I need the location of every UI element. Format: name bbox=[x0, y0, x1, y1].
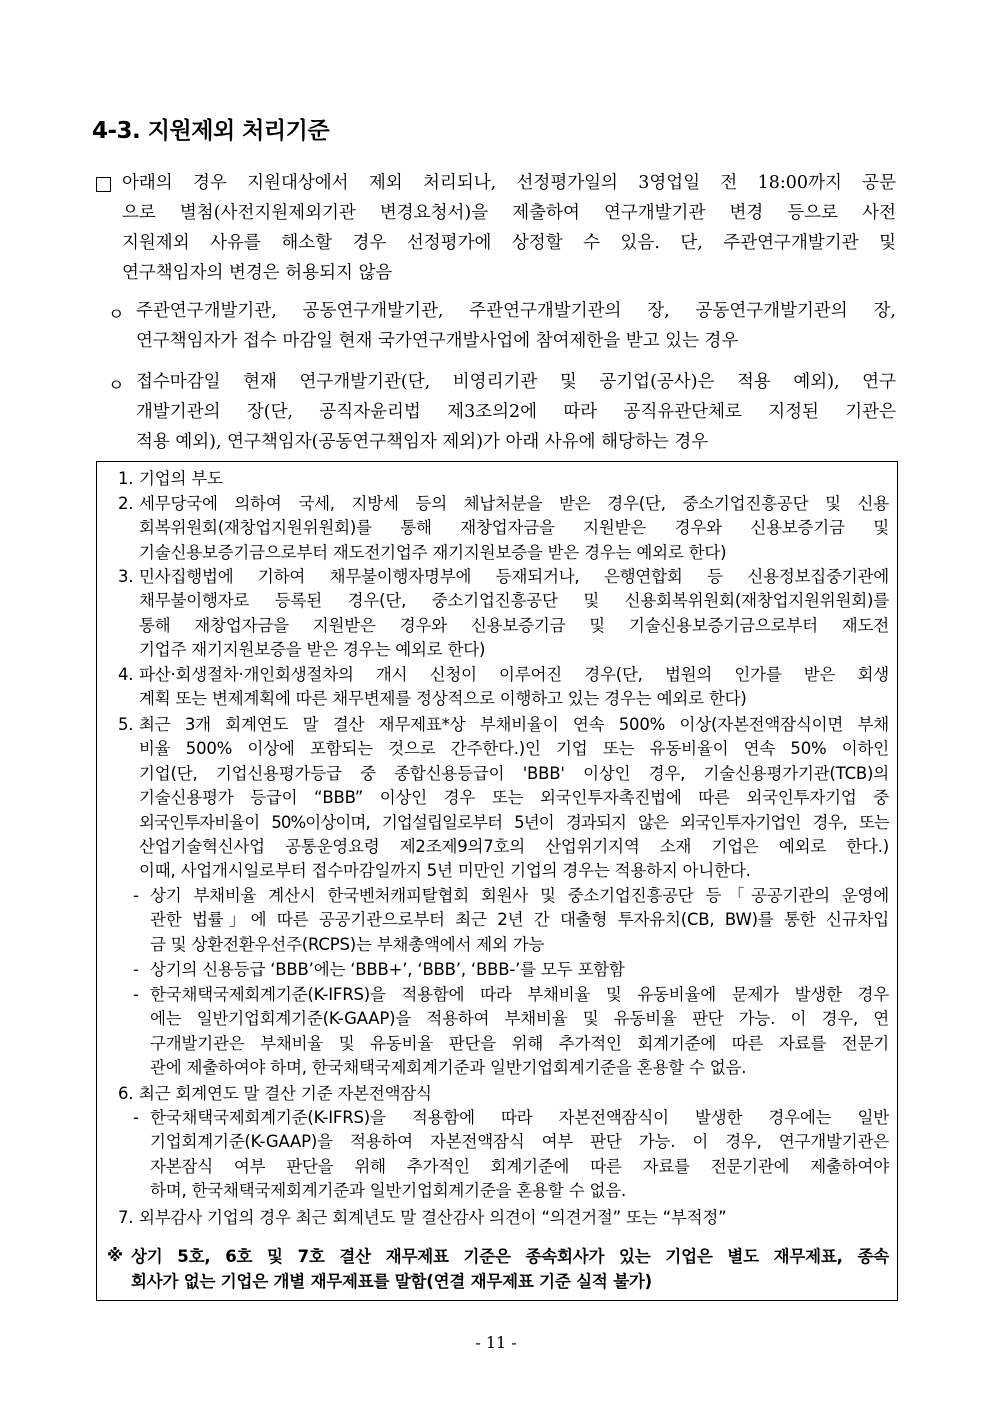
sub-item bbox=[150, 983, 889, 1081]
bullet-line: 연구책임자가 접수 마감일 현재 국가연구개발사업에 참여제한을 받고 있는 경우 bbox=[136, 331, 739, 351]
sub-item-line: 관에 제출하여야 하며, 한국채택국제회계기준과 일반기업회계기준을 혼용할 수 없음. bbox=[150, 1058, 747, 1078]
sub-item bbox=[150, 1106, 889, 1204]
item-number: 5. bbox=[118, 715, 134, 734]
square-bullet-icon bbox=[96, 177, 111, 192]
item-number: 3. bbox=[118, 567, 134, 586]
item-line: 기업의 부도 bbox=[139, 469, 223, 488]
sub-item-line: 에는 일반기업회계기준(K-GAAP)을 적용하여 부채비율 및 유동비율 판단 가능. 이 경우, 연 bbox=[150, 1009, 889, 1029]
section-title: 4-3. 지원제외 처리기준 bbox=[92, 118, 330, 144]
intro-line: 연구책임자의 변경은 허용되지 않음 bbox=[122, 263, 393, 283]
circle-bullet-icon: ㅇ bbox=[108, 376, 125, 396]
sub-item-line: 한국채택국제회계기준(K-IFRS)을 적용함에 따라 부채비율 및 유동비율에 문제가 발생한 경우 bbox=[150, 985, 889, 1004]
bullet-paragraph bbox=[136, 296, 896, 356]
dash-bullet: - bbox=[133, 1108, 139, 1127]
item-number: 6. bbox=[118, 1084, 134, 1103]
item-line: 비율 500% 이상에 포함되는 것으로 간주한다.)인 기업 또는 유동비율이 연속 50% 이하인 bbox=[139, 739, 889, 759]
reference-mark-icon: ※ bbox=[107, 1246, 123, 1265]
item-line: 외부감사 기업의 경우 최근 회계년도 말 결산감사 의견이 “의견거절” 또는 “부적정” bbox=[139, 1208, 727, 1227]
sub-item bbox=[150, 884, 889, 957]
intro-line: 으로 별첨(사전지원제외기관 변경요청서)을 제출하여 연구개발기관 변경 등으로 사전 bbox=[122, 203, 896, 223]
sub-item bbox=[150, 958, 889, 982]
item-line: 통해 재창업자금을 지원받은 경우와 신용보증기금 및 기술신용보증기금으로부터 재도전 bbox=[139, 615, 889, 635]
dash-bullet: - bbox=[133, 985, 139, 1004]
item-line: 기업주 재기지원보증을 받은 경우는 예외로 한다) bbox=[139, 640, 486, 660]
sub-item-line: 금 및 상환전환우선주(RCPS)는 부채총액에서 제외 가능 bbox=[150, 934, 545, 954]
criteria-item bbox=[139, 663, 889, 712]
sub-item-line: 구개발기관은 부채비율 및 유동비율 판단을 위해 추가적인 회계기준에 따른 자료를 전문기 bbox=[150, 1033, 889, 1053]
criteria-item bbox=[139, 1206, 889, 1230]
bullet-line: 개발기관의 장(단, 공직자윤리법 제3조의2에 따라 공직유관단체로 지정된 기관은 bbox=[136, 402, 896, 422]
item-line: 외국인투자비율이 50%이상이며, 기업설립일로부터 5년이 경과되지 않은 외국인투자기업인 경우, 또는 bbox=[139, 812, 889, 832]
sub-item-line: 상기 부채비율 계산시 한국벤처캐피탈협회 회원사 및 중소기업진흥공단 등「공공기관의 운영에 bbox=[150, 886, 889, 905]
circle-bullet-icon: ㅇ bbox=[108, 305, 125, 325]
sub-item-line: 자본잠식 여부 판단을 위해 추가적인 회계기준에 따른 자료를 전문기관에 제출하여야 bbox=[150, 1156, 889, 1176]
criteria-item bbox=[139, 492, 889, 565]
sub-item-line: 한국채택국제회계기준(K-IFRS)을 적용함에 따라 자본전액잠식이 발생한 경우에는 일반 bbox=[150, 1108, 889, 1127]
intro-line: 지원제외 사유를 해소할 경우 선정평가에 상정할 수 있음. 단, 주관연구개발기관 및 bbox=[122, 233, 896, 253]
item-number: 4. bbox=[118, 665, 134, 684]
item-line: 산업기술혁신사업 공통운영요령 제2조제9의7호의 산업위기지역 소재 기업은 예외로 한다.) bbox=[139, 837, 889, 857]
page-number: - 11 - bbox=[475, 1333, 517, 1352]
sub-item-line: 하며, 한국채택국제회계기준과 일반기업회계기준을 혼용할 수 없음. bbox=[150, 1181, 627, 1201]
bullet-line: 접수마감일 현재 연구개발기관(단, 비영리기관 및 공기업(공사)은 적용 예외), 연구 bbox=[136, 372, 896, 392]
dash-bullet: - bbox=[133, 960, 139, 979]
intro-line: 아래의 경우 지원대상에서 제외 처리되나, 선정평가일의 3영업일 전 18:00까지 공문 bbox=[122, 173, 896, 193]
note-line: 회사가 없는 기업은 개별 재무제표를 말함(연결 재무제표 기준 실적 불가) bbox=[131, 1272, 653, 1291]
item-line: 이때, 사업개시일로부터 접수마감일까지 5년 미만인 기업의 경우는 적용하지 아니한다. bbox=[139, 861, 751, 881]
bullet-paragraph bbox=[136, 367, 896, 457]
item-line: 기술신용보증기금으로부터 재도전기업주 재기지원보증을 받은 경우는 예외로 한다) bbox=[139, 542, 727, 562]
criteria-item bbox=[139, 1082, 889, 1106]
item-line: 기술신용평가 등급이 “BBB” 이상인 경우 또는 외국인투자촉진법에 따른 외국인투자기업 중 bbox=[139, 788, 889, 808]
sub-item-line: 기업회계기준(K-GAAP)을 적용하여 자본전액잠식 여부 판단 가능. 이 경우, 연구개발기관은 bbox=[150, 1132, 889, 1152]
item-line: 기업(단, 기업신용평가등급 중 종합신용등급이 'BBB' 이상인 경우, 기술신용평가기관(TCB)의 bbox=[139, 763, 889, 783]
item-line: 파산·회생절차·개인회생절차의 개시 신청이 이루어진 경우(단, 법원의 인가를 받은 회생 bbox=[139, 665, 889, 684]
dash-bullet: - bbox=[133, 886, 139, 905]
item-line: 회복위원회(재창업지원위원회)를 통해 재창업자금을 지원받은 경우와 신용보증기금 및 bbox=[139, 518, 889, 538]
criteria-item bbox=[139, 467, 889, 491]
item-number: 1. bbox=[118, 469, 134, 488]
sub-item-line: 상기의 신용등급 ‘BBB’에는 ‘BBB+’, ‘BBB’, ‘BBB-’를 모두 포함함 bbox=[150, 960, 625, 979]
item-number: 2. bbox=[118, 494, 134, 513]
item-line: 세무당국에 의하여 국세, 지방세 등의 체납처분을 받은 경우(단, 중소기업진흥공단 및 신용 bbox=[139, 494, 889, 513]
bullet-line: 적용 예외), 연구책임자(공동연구책임자 제외)가 아래 사유에 해당하는 경우 bbox=[136, 432, 709, 452]
item-line: 민사집행법에 기하여 채무불이행자명부에 등재되거나, 은행연합회 등 신용정보집중기관에 bbox=[139, 567, 889, 586]
box-note bbox=[131, 1244, 889, 1294]
criteria-item bbox=[139, 565, 889, 663]
item-line: 최근 회계연도 말 결산 기준 자본전액잠식 bbox=[139, 1084, 432, 1103]
sub-item-line: 관한 법률」에 따른 공공기관으로부터 최근 2년 간 대출형 투자유치(CB, BW)를 통한 신규차입 bbox=[150, 910, 889, 930]
item-line: 채무불이행자로 등록된 경우(단, 중소기업진흥공단 및 신용회복위원회(재창업지원위원회)를 bbox=[139, 591, 889, 611]
item-line: 최근 3개 회계연도 말 결산 재무제표*상 부채비율이 연속 500% 이상(자본전액잠식이면 부채 bbox=[139, 715, 889, 734]
criteria-item bbox=[139, 713, 889, 884]
intro-paragraph bbox=[122, 168, 896, 288]
note-line: 상기 5호, 6호 및 7호 결산 재무제표 기준은 종속회사가 있는 기업은 별도 재무제표, 종속 bbox=[131, 1247, 889, 1266]
item-number: 7. bbox=[118, 1208, 134, 1227]
bullet-line: 주관연구개발기관, 공동연구개발기관, 주관연구개발기관의 장, 공동연구개발기관의 장, bbox=[136, 301, 896, 321]
item-line: 계획 또는 변제계획에 따른 채무변제를 정상적으로 이행하고 있는 경우는 예외로 한다) bbox=[139, 689, 747, 709]
